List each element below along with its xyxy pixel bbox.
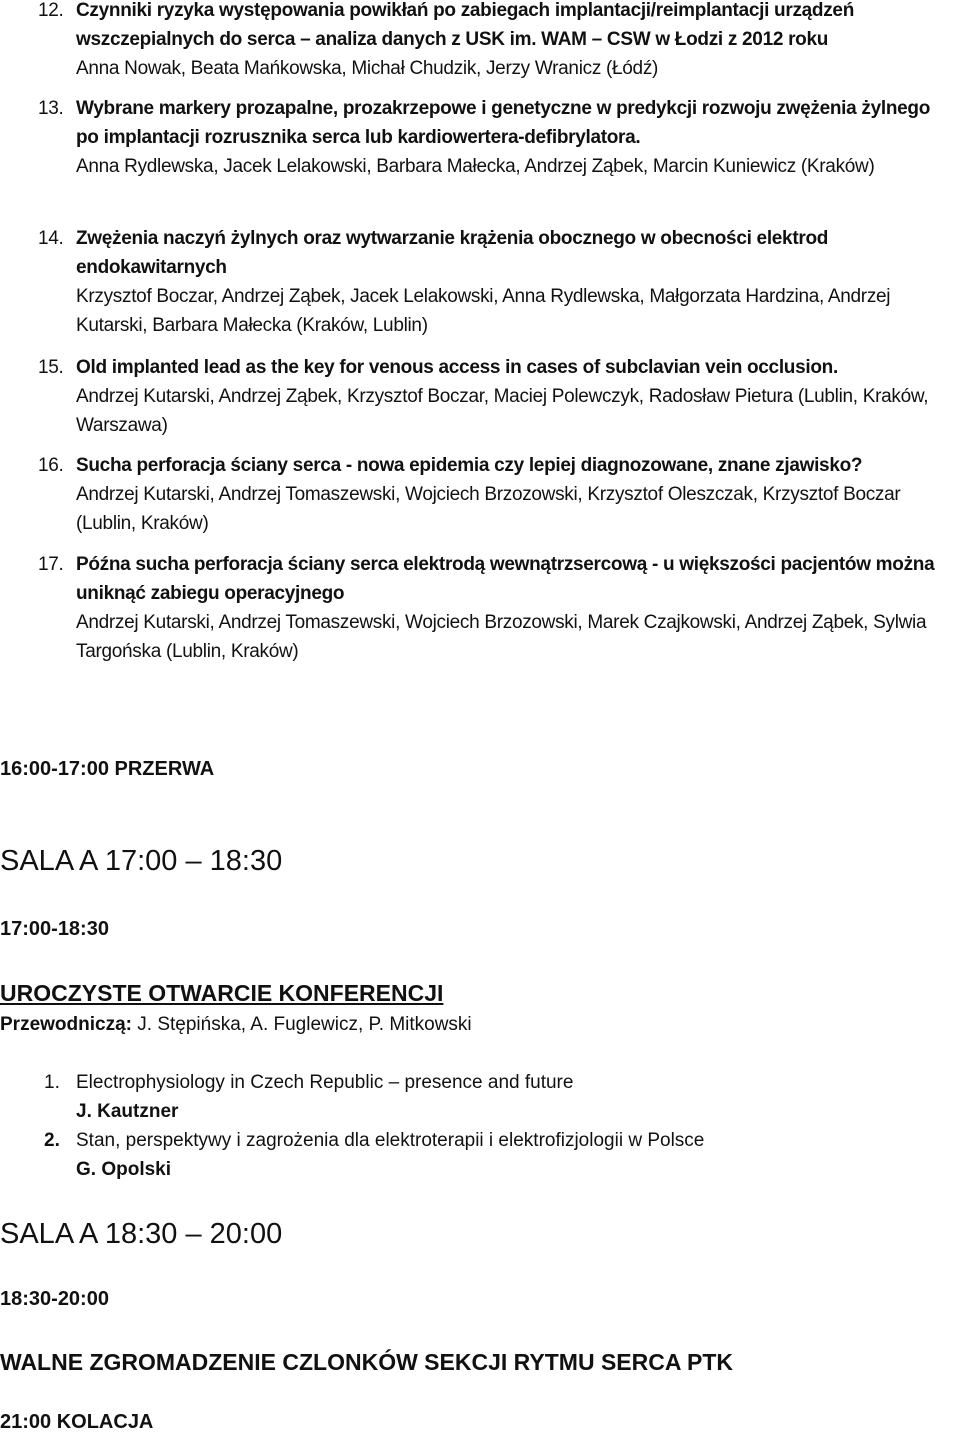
item-number: 14. xyxy=(38,228,64,249)
item-number: 13. xyxy=(38,98,64,119)
item-authors: Andrzej Kutarski, Andrzej Tomaszewski, Wojciech Brzozowski, Krzysztof Oleszczak, Krzysztof Boczar (Lublin, Kraków) xyxy=(76,484,901,534)
session-heading: UROCZYSTE OTWARCIE KONFERENCJI xyxy=(0,980,444,1006)
item-authors: Andrzej Kutarski, Andrzej Ząbek, Krzysztof Boczar, Maciej Polewczyk, Radosław Pietura (Lublin, Kraków, Warszawa) xyxy=(76,386,929,436)
program-item-15 xyxy=(0,353,960,440)
talk-item xyxy=(0,1126,704,1184)
item-title: Późna sucha perforacja ściany serca elektrodą wewnątrzsercową - u większości pacjentów można uniknąć zabiegu operacyjnego xyxy=(76,554,935,604)
item-number: 17. xyxy=(38,554,64,575)
chairs-names: J. Stępińska, A. Fuglewicz, P. Mitkowski xyxy=(137,1014,472,1035)
talk-item xyxy=(0,1068,573,1126)
session-chairs xyxy=(0,1011,472,1039)
item-title: Old implanted lead as the key for venous access in cases of subclavian vein occlusion. xyxy=(76,357,838,378)
talk-number: 2. xyxy=(44,1130,60,1151)
item-title: Zwężenia naczyń żylnych oraz wytwarzanie krążenia obocznego w obecności elektrod endokawitarnych xyxy=(76,228,829,278)
program-item-16 xyxy=(0,451,960,538)
program-item-17 xyxy=(0,550,960,666)
program-item-12 xyxy=(0,0,960,83)
item-number: 16. xyxy=(38,455,64,476)
item-authors: Krzysztof Boczar, Andrzej Ząbek, Jacek Lelakowski, Anna Rydlewska, Małgorzata Hardzina, Andrzej Kutarski, Barbara Małecka (Kraków, Lublin) xyxy=(76,286,891,336)
item-title: Sucha perforacja ściany serca - nowa epidemia czy lepiej diagnozowane, znane zjawisko? xyxy=(76,455,863,476)
item-number: 12. xyxy=(38,0,64,21)
dinner-line: 21:00 KOLACJA xyxy=(0,1411,154,1433)
chairs-label: Przewodniczą: xyxy=(0,1014,132,1035)
talk-number: 1. xyxy=(44,1072,60,1093)
item-title: Wybrane markery prozapalne, prozakrzepowe i genetyczne w predykcji rozwoju zwężenia żylnego po implantacji rozrusznika serca lub kardiowertera-defibrylatora. xyxy=(76,98,931,148)
talk-speaker: J. Kautzner xyxy=(76,1101,179,1122)
session-heading: WALNE ZGROMADZENIE CZLONKÓW SEKCJI RYTMU SERCA PTK xyxy=(0,1349,734,1375)
session-time: 17:00-18:30 xyxy=(0,918,109,940)
item-authors: Anna Nowak, Beata Mańkowska, Michał Chudzik, Jerzy Wranicz (Łódź) xyxy=(76,58,659,79)
talk-speaker: G. Opolski xyxy=(76,1159,172,1180)
program-item-14 xyxy=(0,224,960,340)
session-room-time: SALA A 17:00 – 18:30 xyxy=(0,845,283,877)
item-authors: Anna Rydlewska, Jacek Lelakowski, Barbara Małecka, Andrzej Ząbek, Marcin Kuniewicz (Kraków) xyxy=(76,156,875,177)
program-item-13 xyxy=(0,94,960,181)
session-time: 18:30-20:00 xyxy=(0,1288,109,1310)
item-title: Czynniki ryzyka występowania powikłań po zabiegach implantacji/reimplantacji urządzeń wszczepialnych do serca – analiza danych z USK im. WAM – CSW w Łodzi z 2012 roku xyxy=(76,0,855,50)
item-number: 15. xyxy=(38,357,64,378)
talk-title: Stan, perspektywy i zagrożenia dla elektroterapii i elektrofizjologii w Polsce xyxy=(76,1130,705,1151)
talk-title: Electrophysiology in Czech Republic – presence and future xyxy=(76,1072,574,1093)
item-authors: Andrzej Kutarski, Andrzej Tomaszewski, Wojciech Brzozowski, Marek Czajkowski, Andrzej Ząbek, Sylwia Targońska (Lublin, Kraków) xyxy=(76,612,927,662)
session-room-time: SALA A 18:30 – 20:00 xyxy=(0,1218,283,1250)
break-line: 16:00-17:00 PRZERWA xyxy=(0,758,215,780)
